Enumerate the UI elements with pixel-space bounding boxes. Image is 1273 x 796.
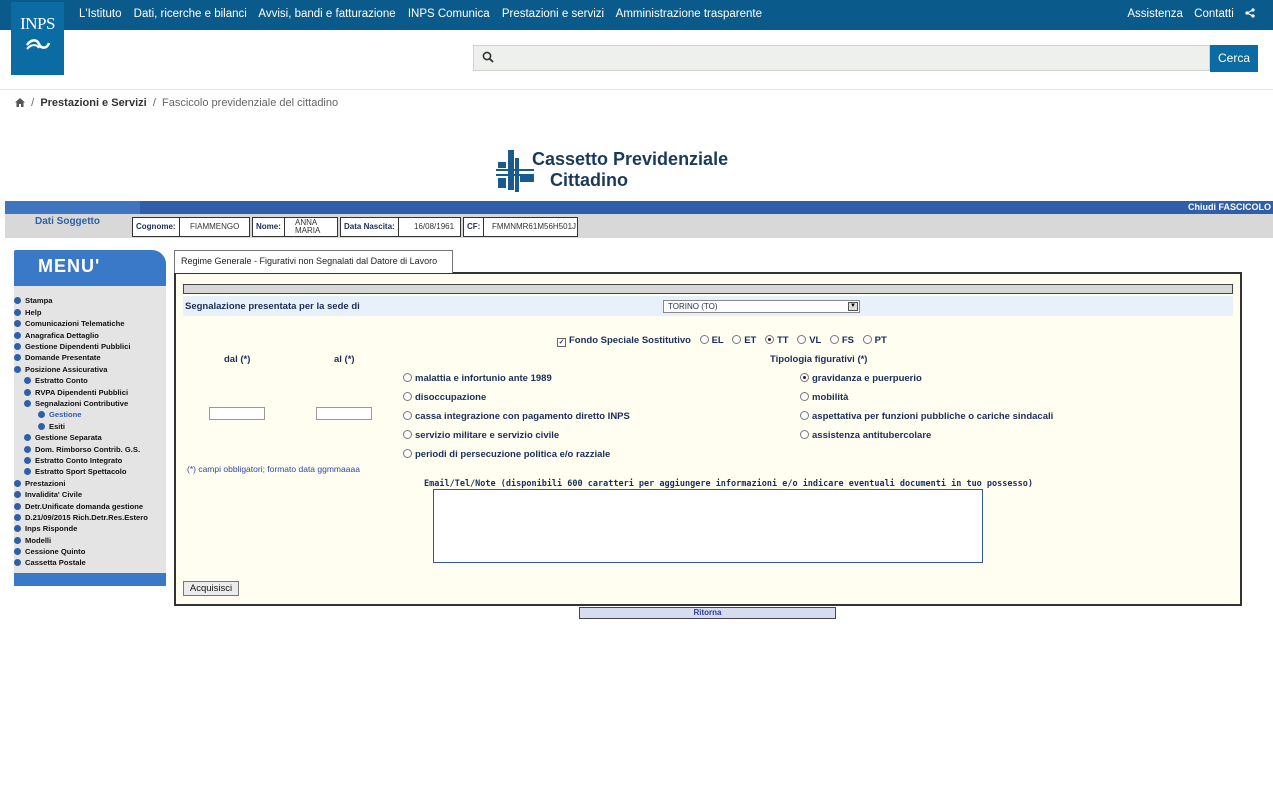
option-label: servizio militare e servizio civile xyxy=(415,430,560,441)
al-input[interactable] xyxy=(316,407,372,420)
header-bar-left xyxy=(5,201,140,214)
chevron-down-icon: ▼ xyxy=(848,302,858,311)
arrow-icon xyxy=(14,366,21,373)
menu-item-label: Modelli xyxy=(25,536,52,545)
cf-label: CF: xyxy=(464,218,484,236)
fondo-option-fs[interactable] xyxy=(830,335,854,346)
arrow-icon xyxy=(24,457,31,464)
arrow-icon xyxy=(24,468,31,475)
radio-icon xyxy=(800,411,809,420)
share-icon[interactable] xyxy=(1245,8,1255,20)
menu-item-label: Domande Presentate xyxy=(25,353,101,362)
fondo-checkbox[interactable]: ✓ xyxy=(558,339,565,346)
fondo-option-et[interactable] xyxy=(732,335,756,346)
ritorna-button[interactable]: Ritorna xyxy=(579,607,836,619)
tipologia-label: Tipologia figurativi (*) xyxy=(770,354,868,365)
radio-icon xyxy=(403,430,412,439)
cognome-value: FIAMMENGO xyxy=(190,222,240,231)
tipologia-option-gravidanza[interactable] xyxy=(800,373,922,384)
menu-item-label: Gestione xyxy=(49,410,82,419)
cognome-label: Cognome: xyxy=(133,218,180,236)
notes-textarea[interactable] xyxy=(433,489,983,563)
sede-label: Segnalazione presentata per la sede di xyxy=(185,301,360,312)
menu-item-label: Segnalazioni Contributive xyxy=(35,399,129,408)
header-bar xyxy=(5,201,1273,214)
option-label: FS xyxy=(841,335,854,346)
option-label: periodi di persecuzione politica e/o razziale xyxy=(415,449,611,460)
dal-label: dal (*) xyxy=(224,354,251,365)
nome-field xyxy=(252,217,338,237)
sede-select[interactable] xyxy=(663,300,860,313)
logo-text: INPS xyxy=(20,14,55,33)
tipologia-option-mobilita[interactable] xyxy=(800,392,848,403)
menu-title: MENU' xyxy=(38,256,101,276)
nav-right xyxy=(1119,8,1255,20)
radio-icon xyxy=(800,373,809,382)
cf-value: FMMNMR61M56H501J xyxy=(492,222,577,231)
menu-item-label: Invalidita' Civile xyxy=(25,490,83,499)
top-navigation-bar xyxy=(0,0,1273,30)
arrow-icon xyxy=(14,491,21,498)
nascita-value: 16/08/1961 xyxy=(414,222,455,231)
tipologia-option-malattia[interactable] xyxy=(403,373,552,384)
nav-link-assistenza[interactable]: Assistenza xyxy=(1127,8,1183,20)
main-nav-links xyxy=(79,8,771,20)
radio-icon xyxy=(765,335,774,344)
al-label: al (*) xyxy=(334,354,355,365)
option-label: PT xyxy=(874,335,887,346)
menu-item-label: Gestione Dipendenti Pubblici xyxy=(25,342,131,351)
radio-icon xyxy=(797,335,806,344)
arrow-icon xyxy=(14,525,21,532)
menu-item-label: Help xyxy=(25,308,42,317)
menu-item-rvpa[interactable] xyxy=(24,388,128,397)
sede-selected-value: TORINO (TO) xyxy=(668,302,718,311)
option-label: mobilità xyxy=(812,392,849,403)
option-label: aspettativa per funzioni pubbliche o cariche sindacali xyxy=(812,411,1054,422)
menu-item-label: Esiti xyxy=(49,422,66,431)
acquisisci-button[interactable]: Acquisisci xyxy=(183,581,239,596)
arrow-icon xyxy=(38,423,45,430)
arrow-icon xyxy=(14,343,21,350)
cognome-field xyxy=(132,217,250,237)
menu-header xyxy=(14,250,166,286)
breadcrumb-separator: / xyxy=(31,97,35,109)
menu-item-label: Estratto Sport Spettacolo xyxy=(35,467,127,476)
menu-item-esiti[interactable] xyxy=(38,422,65,431)
arrow-icon xyxy=(24,434,31,441)
tipologia-option-servizio-militare[interactable] xyxy=(403,430,559,441)
arrow-icon xyxy=(14,480,21,487)
tipologia-option-aspettativa[interactable] xyxy=(800,411,1053,422)
inps-logo[interactable] xyxy=(11,2,64,75)
menu-item-comunicazioni[interactable] xyxy=(14,319,124,328)
search-icon xyxy=(482,50,494,66)
nav-link-comunica[interactable]: INPS Comunica xyxy=(407,8,490,20)
menu-item-anagrafica[interactable] xyxy=(14,331,99,340)
menu-item-label: D.21/09/2015 Rich.Detr.Res.Estero xyxy=(25,513,148,522)
page-title-line2: Cittadino xyxy=(550,170,628,190)
menu-item-label: Anagrafica Dettaglio xyxy=(25,331,99,340)
nome-label: Nome: xyxy=(253,218,285,236)
arrow-icon xyxy=(14,503,21,510)
tab-regime-generale[interactable]: Regime Generale - Figurativi non Segnalati dal Datore di Lavoro xyxy=(174,250,453,273)
radio-icon xyxy=(800,430,809,439)
tipologia-option-persecuzione[interactable] xyxy=(403,449,610,460)
fondo-option-tt[interactable] xyxy=(765,335,789,346)
tipologia-option-antitubercolare[interactable] xyxy=(800,430,931,441)
radio-icon xyxy=(403,392,412,401)
menu-item-posizione[interactable] xyxy=(14,365,107,374)
arrow-icon xyxy=(14,332,21,339)
tipologia-option-disoccupazione[interactable] xyxy=(403,392,486,403)
search-button[interactable]: Cerca xyxy=(1210,45,1258,72)
menu-item-label: Estratto Conto xyxy=(35,376,88,385)
arrow-icon xyxy=(14,297,21,304)
nome-value xyxy=(293,218,320,235)
arrow-icon xyxy=(14,514,21,521)
option-label: VL xyxy=(809,335,822,346)
option-label: gravidanza e puerpuerio xyxy=(812,373,922,384)
option-label: TT xyxy=(776,335,789,346)
menu-item-detr-estero[interactable] xyxy=(14,513,148,522)
menu-item-label: Cessione Quinto xyxy=(25,547,86,556)
notes-label: Email/Tel/Note (disponibili 600 caratteri per aggiungere informazioni e/o indicare eventuali documenti in tuo possesso) xyxy=(424,479,1033,489)
nome-line2: MARIA xyxy=(295,226,321,235)
menu-item-dipendenti-pubblici[interactable] xyxy=(14,342,130,351)
tipologia-option-cassa-integrazione[interactable] xyxy=(403,411,630,422)
logo-wave-icon xyxy=(11,36,64,59)
subject-title: Dati Soggetto xyxy=(35,216,100,227)
menu-item-cessione-quinto[interactable] xyxy=(14,547,85,556)
nav-link-avvisi[interactable]: Avvisi, bandi e fatturazione xyxy=(258,8,396,20)
nav-link-contatti[interactable]: Contatti xyxy=(1194,8,1234,20)
arrow-icon xyxy=(14,320,21,327)
option-label: cassa integrazione con pagamento diretto INPS xyxy=(415,411,630,422)
radio-icon xyxy=(830,335,839,344)
menu-item-gestione[interactable] xyxy=(38,410,82,419)
nome-line1: ANNA xyxy=(295,218,318,227)
radio-icon xyxy=(403,373,412,382)
option-label: disoccupazione xyxy=(415,392,487,403)
page-title xyxy=(532,149,728,191)
breadcrumb-separator: / xyxy=(152,97,156,109)
menu-item-domande[interactable] xyxy=(14,353,101,362)
menu-item-estratto-integrato[interactable] xyxy=(24,456,122,465)
menu-item-inps-risponde[interactable] xyxy=(14,524,77,533)
arrow-icon xyxy=(14,559,21,566)
radio-icon xyxy=(732,335,741,344)
menu-item-detr-unificate[interactable] xyxy=(14,502,143,511)
menu-item-label: Gestione Separata xyxy=(35,433,102,442)
fondo-option-el[interactable] xyxy=(700,335,724,346)
radio-icon xyxy=(403,449,412,458)
menu-item-segnalazioni[interactable] xyxy=(24,399,128,408)
menu-item-label: Inps Risponde xyxy=(25,524,78,533)
option-label: EL xyxy=(711,335,724,346)
fondo-option-vl[interactable] xyxy=(797,335,821,346)
arrow-icon xyxy=(24,377,31,384)
radio-icon xyxy=(800,392,809,401)
breadcrumb-current: Fascicolo previdenziale del cittadino xyxy=(162,97,339,109)
arrow-icon xyxy=(24,389,31,396)
nav-link-dati[interactable]: Dati, ricerche e bilanci xyxy=(133,8,247,20)
menu-item-invalidita[interactable] xyxy=(14,490,82,499)
menu-item-label: Estratto Conto Integrato xyxy=(35,456,123,465)
divider xyxy=(0,89,1273,90)
nascita-label: Data Nascita: xyxy=(341,218,399,236)
nav-link-prestazioni[interactable]: Prestazioni e servizi xyxy=(501,8,605,20)
option-label: malattia e infortunio ante 1989 xyxy=(415,373,552,384)
arrow-icon xyxy=(38,411,45,418)
menu-item-label: RVPA Dipendenti Pubblici xyxy=(35,388,129,397)
cassetto-logo xyxy=(496,148,536,194)
menu-footer xyxy=(14,573,166,586)
menu-item-label: Comunicazioni Telematiche xyxy=(25,319,125,328)
arrow-icon xyxy=(14,354,21,361)
menu-item-stampa[interactable] xyxy=(14,296,52,305)
radio-icon xyxy=(403,411,412,420)
menu-item-rimborso[interactable] xyxy=(24,445,140,454)
nav-link-trasparente[interactable]: Amministrazione trasparente xyxy=(615,8,763,20)
nascita-field xyxy=(340,217,461,237)
menu-item-modelli[interactable] xyxy=(14,536,51,545)
menu-item-cassetta-postale[interactable] xyxy=(14,558,86,567)
radio-icon xyxy=(700,335,709,344)
menu-item-sport-spettacolo[interactable] xyxy=(24,467,127,476)
nav-link-istituto[interactable]: L'Istituto xyxy=(79,8,122,20)
home-icon[interactable] xyxy=(15,97,28,109)
fondo-row xyxy=(557,335,887,347)
cf-field xyxy=(463,217,578,237)
menu-item-gestione-separata[interactable] xyxy=(24,433,102,442)
arrow-icon xyxy=(14,309,21,316)
required-note: (*) campi obbligatori; formato data ggmmaaaa xyxy=(187,464,360,474)
arrow-icon xyxy=(24,400,31,407)
menu-item-label: Dom. Rimborso Contrib. G.S. xyxy=(35,445,141,454)
option-label: assistenza antitubercolare xyxy=(812,430,932,441)
dal-input[interactable] xyxy=(209,407,265,420)
radio-icon xyxy=(863,335,872,344)
option-label: ET xyxy=(744,335,757,346)
menu-item-help[interactable] xyxy=(14,308,41,317)
progress-bar xyxy=(183,284,1233,294)
menu-item-label: Stampa xyxy=(25,296,53,305)
menu-item-label: Posizione Assicurativa xyxy=(25,365,108,374)
menu-item-label: Detr.Unificate domanda gestione xyxy=(25,502,144,511)
page-title-line1: Cassetto Previdenziale xyxy=(532,149,729,169)
menu-item-label: Cassetta Postale xyxy=(25,558,86,567)
arrow-icon xyxy=(14,548,21,555)
search-input[interactable] xyxy=(473,45,1210,71)
breadcrumb xyxy=(15,97,338,109)
fondo-label: Fondo Speciale Sostitutivo xyxy=(569,335,691,346)
close-fascicolo-link[interactable]: Chiudi FASCICOLO xyxy=(1188,202,1271,212)
arrow-icon xyxy=(14,537,21,544)
arrow-icon xyxy=(24,446,31,453)
menu-item-label: Prestazioni xyxy=(25,479,66,488)
menu-item-prestazioni[interactable] xyxy=(14,479,66,488)
fondo-option-pt[interactable] xyxy=(863,335,887,346)
menu-item-estratto-conto[interactable] xyxy=(24,376,88,385)
breadcrumb-prestazioni[interactable]: Prestazioni e Servizi xyxy=(40,97,147,109)
